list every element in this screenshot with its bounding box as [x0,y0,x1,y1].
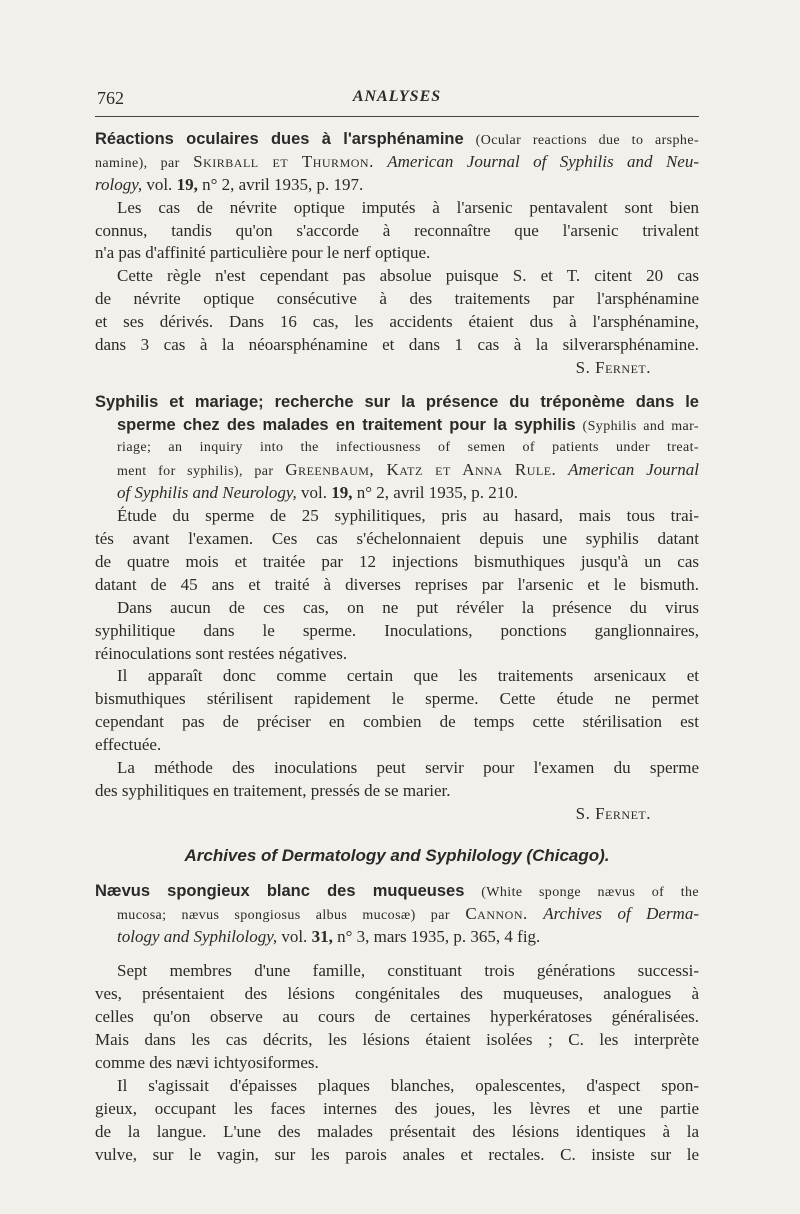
article-2-heading-line-4: ment for syphilis), par Greenbaum, Katz et Anna Rule. American Journal [117,460,699,480]
article-3 [95,880,699,1167]
running-title: ANALYSES [352,88,442,105]
paragraph-line: Les cas de névrite optique imputés à l'arsenic pentavalent sont bien [117,197,699,217]
article-2-heading-line-3: riage; an inquiry into the infectiousness of semen of patients under treat- [117,439,699,455]
paragraph-line: ves, présentaient des lésions congénitales des muqueuses, analogues à [95,984,699,1004]
paragraph-line: réinoculations sont restées négatives. [95,643,348,663]
article-2-authors: Greenbaum, Katz et Anna Rule. [285,460,557,480]
article-2-journal: American Journal [568,460,699,480]
paragraph-line: La méthode des inoculations peut servir pour l'examen du sperme [117,758,699,778]
article-3-authors: Cannon. [465,903,528,923]
article-1-authors: Skirball et Thurmon. [193,151,374,171]
section-heading: Archives of Dermatology and Syphilology (Chicago). [184,845,610,865]
page-header [97,88,697,110]
paragraph-line: cependant pas de préciser en combien de temps cette stérilisation est [95,712,699,732]
paragraph-line: celles qu'on observe au cours de certaines hyperkératoses généralisées. [95,1007,699,1027]
paragraph-line: de névrite optique consécutive à des traitements par l'arsphénamine [95,289,699,309]
article-2 [95,391,699,826]
paragraph-line: des syphilitiques en traitement, pressés de se marier. [95,780,451,800]
paragraph-line: Dans aucun de ces cas, on ne put révéler la présence du virus [117,597,699,617]
paragraph-line: Il s'agissait d'épaisses plaques blanches, opalescentes, d'aspect spon- [117,1075,699,1095]
article-1-heading-line-2: namine), par Skirball et Thurmon. American Journal of Syphilis and Neu- [95,151,699,171]
page-number: 762 [97,88,124,108]
paragraph-line: comme des nævi ichtyosiformes. [95,1052,319,1072]
article-1-title: Réactions oculaires dues à l'arsphénamine [95,130,464,148]
paragraph-line: datant de 45 ans et traité à diverses reprises par l'arsenic et le bismuth. [95,574,699,594]
article-2-signature: S. Fernet. [575,803,651,823]
paragraph-line: Cette règle n'est cependant pas absolue puisque S. et T. citent 20 cas [117,266,699,286]
spacer [95,380,699,391]
article-3-heading-line-2: mucosa; nævus spongiosus albus mucosæ) par Cannon. Archives of Derma- [117,903,699,923]
spacer [95,948,699,960]
article-3-heading-line-3: tology and Syphilology, vol. 31, n° 3, mars 1935, p. 365, 4 fig. [117,926,541,946]
article-3-title: Nævus spongieux blanc des muqueuses [95,881,465,900]
article-1-signature: S. Fernet. [575,357,651,377]
paragraph-line: de la langue. L'une des malades présentait des lésions identiques à la [95,1121,699,1141]
paragraph-line: Étude du sperme de 25 syphilitiques, pris au hasard, mais tous trai- [117,506,699,526]
paragraph-line: Il apparaît donc comme certain que les traitements arsenicaux et [117,666,699,686]
paragraph-line: effectuée. [95,735,162,755]
page-content [95,128,699,1166]
paragraph-line: vulve, sur le vagin, sur les parois anales et rectales. C. insiste sur le [95,1144,699,1164]
header-rule [95,116,699,117]
article-3-heading-line-1: Nævus spongieux blanc des muqueuses (White sponge nævus of the [95,881,699,900]
article-2-heading-line-2: sperme chez des malades en traitement pour la syphilis (Syphilis and mar- [117,415,699,434]
paragraph-line: et ses dérivés. Dans 16 cas, les accidents étaient dus à l'arsphénamine, [95,312,699,332]
paragraph-line: Mais dans les cas décrits, les lésions étaient isolées ; C. les interprète [95,1030,699,1050]
article-1-heading-line-3: rology, vol. 19, n° 2, avril 1935, p. 197. [95,174,364,194]
paragraph-line: n'a pas d'affinité particulière pour le nerf optique. [95,243,431,263]
article-1-heading-line-1: Réactions oculaires dues à l'arsphénamine (Ocular reactions due to arsphe- [95,130,699,148]
paragraph-line: bismuthiques stérilisent rapidement le sperme. Cette étude ne permet [95,689,699,709]
article-3-journal: Archives of Derma- [543,903,699,923]
article-2-heading-line-1 [95,391,699,414]
paragraph-line: Sept membres d'une famille, constituant trois générations successi- [117,961,699,981]
article-1 [95,128,699,380]
paragraph-line: dans 3 cas à la néoarsphénamine et dans 1 cas à la silverarsphénamine. [95,335,699,355]
article-2-title: Syphilis et mariage; recherche sur la présence du tréponème dans le [95,392,699,411]
paragraph-line: connus, tandis qu'on s'accorde à reconnaître que l'arsenic trivalent [95,220,699,240]
paragraph-line: de quatre mois et traitée par 12 injections bismuthiques jusqu'à un cas [95,552,699,572]
paragraph-line: gieux, occupant les faces internes des joues, les lèvres et une partie [95,1098,699,1118]
article-1-journal: American Journal of Syphilis and Neu- [387,151,699,171]
article-2-heading-line-5: of Syphilis and Neurology, vol. 19, n° 2, avril 1935, p. 210. [117,483,518,503]
paragraph-line: tés avant l'examen. Ces cas s'échelonnaient depuis une syphilis datant [95,529,699,549]
paragraph-line: syphilitique dans le sperme. Inoculations, ponctions ganglionnaires, [95,620,699,640]
